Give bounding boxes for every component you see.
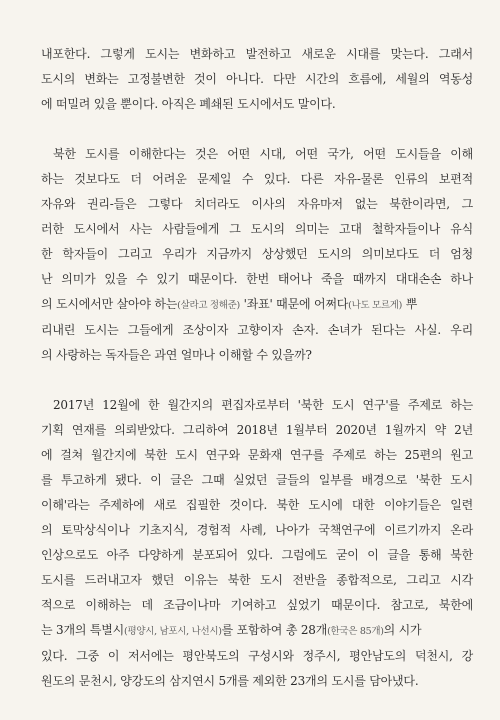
text-line: 기획 연재를 의뢰받았다. 그리하여 2018년 1월부터 2020년 1월까지 약 2년 bbox=[41, 423, 473, 437]
text-line: 자유와 권리-들은 그렇다 치더라도 이사의 자유마저 없는 북한이라면, 그 bbox=[41, 197, 473, 211]
inline-annotation: (나도 모르게) bbox=[348, 300, 403, 311]
inline-annotation: (한국은 85개) bbox=[327, 626, 384, 637]
text-line: 하는 것보다도 더 어려운 문제일 수 있다. 다른 자유-물론 인류의 보편적 bbox=[41, 172, 473, 186]
text-line: 이해'라는 주제하에 새로 집필한 것이다. 북한 도시에 대한 이야기들은 일련 bbox=[41, 498, 473, 512]
text-line: 에 걸쳐 월간지에 북한 도시 연구와 문화재 연구를 주제로 하는 25편의 원고 bbox=[41, 448, 473, 462]
inline-annotation: (살라고 정해준) bbox=[177, 300, 240, 311]
text-line: 에 떠밀려 있을 뿐이다. 아직은 폐쇄된 도시에서도 말이다. bbox=[41, 97, 336, 111]
text-line: 도시의 변화는 고정불변한 것이 아니다. 다만 시간의 흐름에, 세월의 역동성 bbox=[41, 72, 473, 86]
text-line-with-annotations bbox=[41, 618, 473, 644]
text-line: 적으로 이해하는 데 조금이나마 기여하고 싶었기 때문이다. 참고로, 북한에 bbox=[41, 598, 473, 612]
text-line: 한 학자들이 그리고 우리가 지금까지 상상했던 도시의 의미보다도 더 엄청 bbox=[41, 247, 473, 261]
text-line: 도시를 드러내고자 했던 이유는 북한 도시 전반을 종합적으로, 그리고 시각 bbox=[41, 573, 473, 587]
text-fragment: 의 도시에서만 살아야 하는 bbox=[41, 297, 178, 311]
paragraph-2 bbox=[41, 142, 473, 368]
text-line: 있다. 그중 이 저서에는 평안북도의 구성시와 정주시, 평안남도의 덕천시, 강 bbox=[41, 649, 473, 663]
text-fragment: '좌표' 때문에 어쩌다 bbox=[239, 297, 349, 311]
text-fragment: 를 포함하여 총 28개 bbox=[221, 623, 328, 637]
inline-annotation: (평양시, 남포시, 나선시) bbox=[124, 626, 222, 637]
text-line: 난 의미가 있을 수 있기 때문이다. 한번 태어나 죽을 때까지 대대손손 하나 bbox=[41, 272, 473, 286]
text-fragment: 뿌 bbox=[402, 297, 418, 311]
text-line: 를 투고하게 됐다. 이 글은 그때 실었던 글들의 일부를 배경으로 '북한 도시 bbox=[41, 473, 473, 487]
text-line: 북한 도시를 이해한다는 것은 어떤 시대, 어떤 국가, 어떤 도시들을 이해 bbox=[53, 147, 473, 161]
text-line: 의 토막상식이나 기초지식, 경험적 사례, 나아가 국책연구에 이르기까지 온라 bbox=[41, 523, 473, 537]
text-line: 인상으로도 아주 다양하게 분포되어 있다. 그럼에도 굳이 이 글을 통해 북한 bbox=[41, 548, 473, 562]
text-line: 내포한다. 그렇게 도시는 변화하고 발전하고 새로운 시대를 맞는다. 그래서 bbox=[41, 47, 473, 61]
book-page-body bbox=[41, 42, 473, 694]
text-line: 의 사랑하는 독자들은 과연 얼마나 이해할 수 있을까? bbox=[41, 348, 312, 362]
text-line: 2017년 12월에 한 월간지의 편집자로부터 '북한 도시 연구'를 주제로 하는 bbox=[53, 398, 473, 412]
text-fragment: 는 3개의 특별시 bbox=[41, 623, 125, 637]
text-line-with-annotations bbox=[41, 292, 473, 318]
paragraph-1 bbox=[41, 42, 473, 117]
paragraph-3 bbox=[41, 393, 473, 694]
text-line: 원도의 문천시, 양강도의 삼지연시 5개를 제외한 23개의 도시를 담아냈다. bbox=[41, 674, 419, 688]
text-line: 리내린 도시는 그들에게 조상이자 고향이자 손자. 손녀가 된다는 사실. 우리 bbox=[41, 323, 473, 337]
text-fragment: 의 시가 bbox=[383, 623, 422, 637]
text-line: 러한 도시에서 사는 사람들에게 그 도시의 의미는 고대 철학자들이나 유식 bbox=[41, 222, 473, 236]
